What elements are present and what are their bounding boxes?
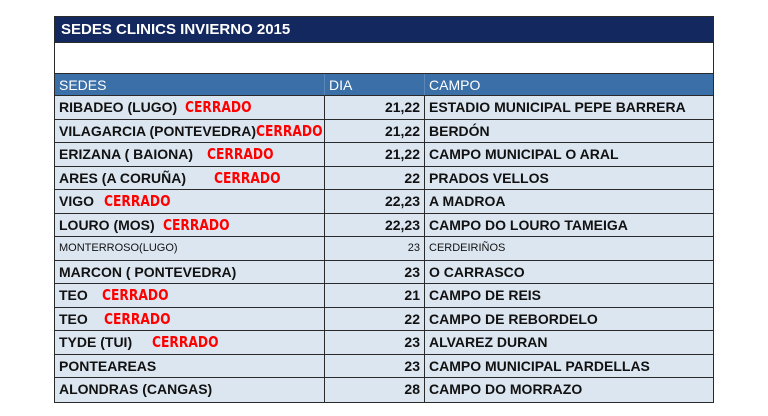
table-row xyxy=(55,96,713,120)
cell-campo: CERDEIRIÑOS xyxy=(429,242,506,254)
sede-name: TEO xyxy=(59,310,88,327)
cell-sede xyxy=(55,378,325,402)
cell-campo: CAMPO MUNICIPAL O ARAL xyxy=(429,146,619,162)
cell-campo: CAMPO MUNICIPAL PARDELLAS xyxy=(429,357,650,374)
cell-sede xyxy=(55,96,325,119)
table-row xyxy=(55,214,713,238)
cell-dia: 22 xyxy=(325,167,425,190)
sede-name: VILAGARCIA (PONTEVEDRA) xyxy=(59,122,257,139)
table-row xyxy=(55,378,713,402)
table-row xyxy=(55,261,713,285)
cell-campo: CAMPO DE REBORDELO xyxy=(429,310,598,327)
table-row xyxy=(55,237,713,261)
status-cerrado: CERRADO xyxy=(256,121,323,140)
table-row xyxy=(55,167,713,191)
sede-name: ARES (A CORUÑA) xyxy=(59,169,187,186)
header-sedes: SEDES xyxy=(55,74,325,95)
cell-campo: ESTADIO MUNICIPAL PEPE BARRERA xyxy=(429,99,686,115)
blank-row xyxy=(55,43,713,74)
status-cerrado: CERRADO xyxy=(103,309,171,328)
sede-name: RIBADEO (LUGO) xyxy=(59,99,178,115)
table-row xyxy=(55,143,713,167)
sede-name: VIGO xyxy=(59,193,95,209)
cell-sede xyxy=(55,120,325,143)
cell-sede xyxy=(55,190,325,213)
table-row xyxy=(55,355,713,379)
cell-sede xyxy=(55,331,325,354)
cell-dia: 22 xyxy=(325,308,425,331)
sede-name: ERIZANA ( BAIONA) xyxy=(59,146,194,162)
cell-sede xyxy=(55,308,325,331)
cell-dia: 21 xyxy=(325,284,425,307)
table-row xyxy=(55,331,713,355)
table-row xyxy=(55,190,713,214)
status-cerrado: CERRADO xyxy=(104,192,171,210)
sede-name: ALONDRAS (CANGAS) xyxy=(59,381,213,397)
cell-campo: BERDÓN xyxy=(429,122,490,139)
sede-name: TEO xyxy=(59,287,88,303)
cell-campo: CAMPO DO MORRAZO xyxy=(429,381,583,397)
table-title: SEDES CLINICS INVIERNO 2015 xyxy=(55,17,713,43)
header-row xyxy=(55,74,713,96)
cell-sede xyxy=(55,355,325,378)
status-cerrado: CERRADO xyxy=(162,215,230,234)
cell-sede xyxy=(55,284,325,307)
sede-name: LOURO (MOS) xyxy=(59,216,155,233)
cell-sede xyxy=(55,237,325,260)
cell-campo: PRADOS VELLOS xyxy=(429,169,549,186)
cell-sede xyxy=(55,143,325,166)
sede-name: TYDE (TUI) xyxy=(59,334,133,350)
cell-campo: CAMPO DO LOURO TAMEIGA xyxy=(429,216,628,233)
cell-dia: 23 xyxy=(325,331,425,354)
sede-name: MARCON ( PONTEVEDRA) xyxy=(59,263,237,280)
cell-dia: 22,23 xyxy=(325,190,425,213)
cell-sede xyxy=(55,167,325,190)
cell-campo: O CARRASCO xyxy=(429,263,525,280)
header-campo: CAMPO xyxy=(429,77,481,93)
cell-dia: 21,22 xyxy=(325,120,425,143)
cell-dia: 21,22 xyxy=(325,96,425,119)
cell-campo: A MADROA xyxy=(429,193,506,209)
cell-campo: CAMPO DE REIS xyxy=(429,287,542,303)
table-row xyxy=(55,284,713,308)
table-row xyxy=(55,308,713,332)
cell-dia: 21,22 xyxy=(325,143,425,166)
cell-sede xyxy=(55,214,325,237)
cell-dia: 22,23 xyxy=(325,214,425,237)
header-dia: DIA xyxy=(325,74,425,95)
sede-name: MONTERROSO(LUGO) xyxy=(59,242,178,254)
schedule-table xyxy=(54,16,714,403)
status-cerrado: CERRADO xyxy=(101,286,169,304)
table-row xyxy=(55,120,713,144)
sede-name: PONTEAREAS xyxy=(59,357,157,374)
status-cerrado: CERRADO xyxy=(152,333,219,351)
table-body xyxy=(55,96,713,402)
cell-campo: ALVAREZ DURAN xyxy=(429,334,548,350)
status-cerrado: CERRADO xyxy=(214,168,281,187)
status-cerrado: CERRADO xyxy=(207,145,274,163)
cell-dia: 23 xyxy=(325,261,425,284)
cell-dia: 23 xyxy=(325,355,425,378)
cell-dia: 23 xyxy=(325,237,425,260)
status-cerrado: CERRADO xyxy=(185,98,252,116)
cell-sede xyxy=(55,261,325,284)
cell-dia: 28 xyxy=(325,378,425,402)
